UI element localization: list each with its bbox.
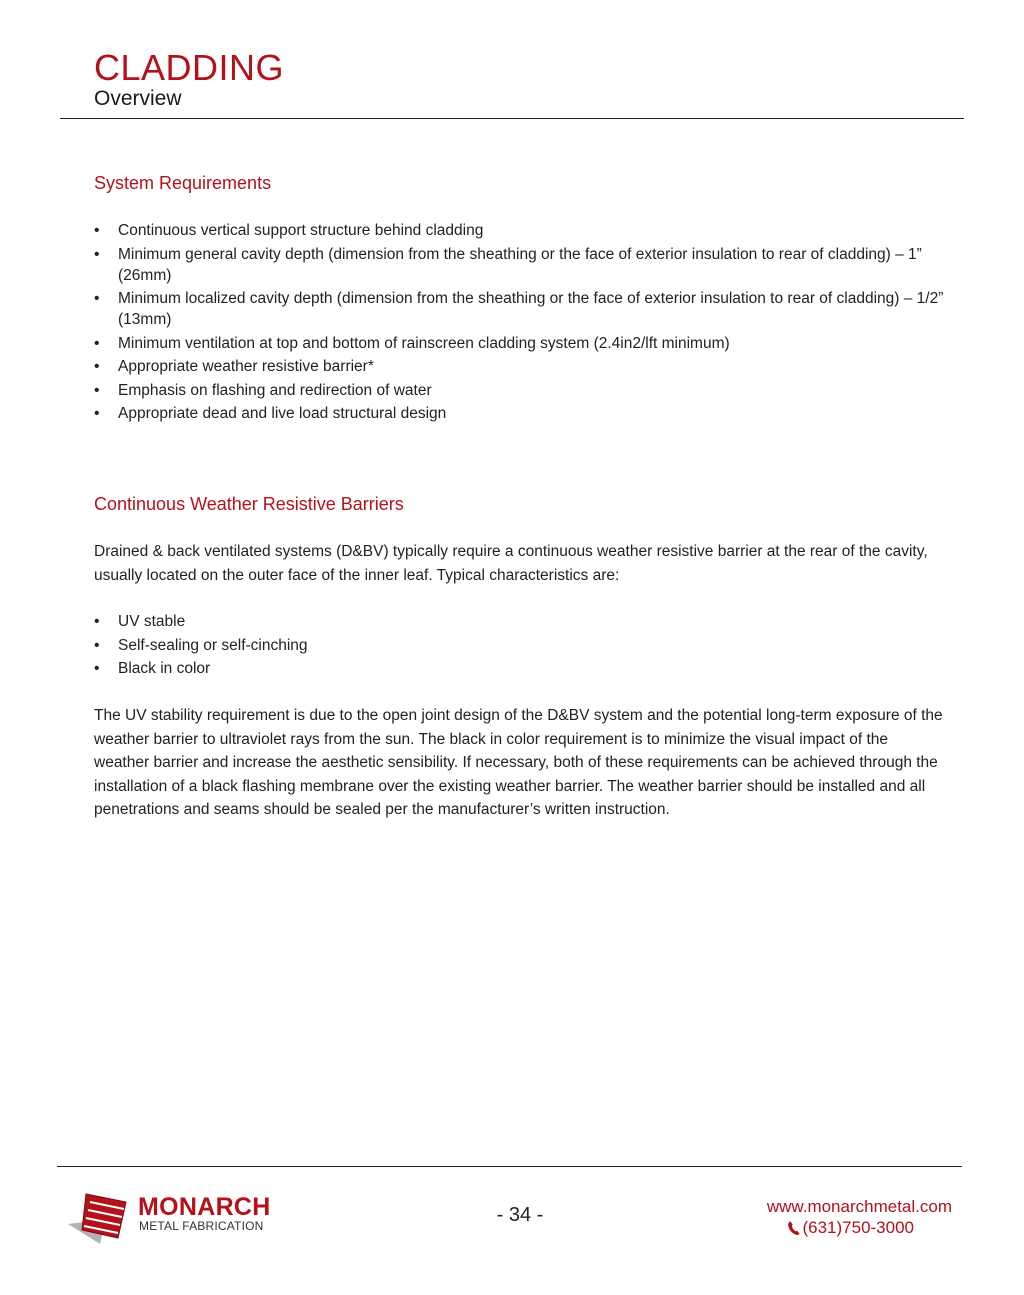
weather-barriers-body: The UV stability requirement is due to the open joint design of the D&BV system and the potential long-term exposure of the weather barrier to ultraviolet rays from the sun. The black in color requirement is to minimize the visual impact of the weather barrier and increase the aesthetic sensibility. If necessary, both of these requirements can be achieved through the installation of a black flashing membrane over the existing weather barrier. The weather barrier should be installed and all penetrations and seams should be sealed per the manufacturer’s written instruction. bbox=[94, 707, 943, 818]
system-requirements-list bbox=[94, 220, 944, 427]
bullet-icon: • bbox=[94, 334, 100, 352]
phone-icon bbox=[787, 1220, 801, 1236]
list-item-text: Self-sealing or self-cinching bbox=[118, 636, 308, 654]
bullet-icon: • bbox=[94, 636, 100, 654]
list-item bbox=[94, 403, 944, 424]
list-item bbox=[94, 288, 944, 330]
list-item bbox=[94, 220, 944, 241]
website-link[interactable]: www.monarchmetal.com bbox=[766, 1197, 952, 1216]
list-item bbox=[94, 658, 944, 679]
system-requirements-heading: System Requirements bbox=[94, 173, 272, 193]
bullet-icon: • bbox=[94, 358, 100, 375]
page-number: - 34 - bbox=[496, 1204, 544, 1226]
weather-barriers-intro: Drained & back ventilated systems (D&BV) typically require a continuous weather resistive barrier at the rear of the cavity, usually located on the outer face of the inner leaf. Typical characteristics are: bbox=[94, 543, 928, 584]
page-title: CLADDING bbox=[94, 47, 285, 88]
list-item bbox=[94, 244, 944, 286]
weather-barriers-heading: Continuous Weather Resistive Barriers bbox=[94, 494, 404, 514]
list-item bbox=[94, 611, 944, 632]
weather-barriers-list bbox=[94, 611, 944, 682]
list-item bbox=[94, 333, 944, 354]
logo-tagline: METAL FABRICATION bbox=[139, 1219, 264, 1233]
phone-number: (631)750-3000 bbox=[802, 1218, 914, 1237]
phone-contact[interactable] bbox=[787, 1217, 914, 1239]
bullet-icon: • bbox=[94, 245, 100, 263]
list-item-text: Minimum localized cavity depth (dimension from the sheathing or the face of exterior insulation to rear of cladding) – 1/2” (13mm) bbox=[118, 290, 944, 328]
list-item bbox=[94, 380, 944, 401]
bullet-icon: • bbox=[94, 381, 100, 399]
list-item-text: Black in color bbox=[118, 660, 211, 677]
logo-wordmark: MONARCH bbox=[138, 1193, 271, 1221]
list-item bbox=[94, 356, 944, 377]
footer-divider bbox=[57, 1166, 962, 1167]
list-item-text: Appropriate weather resistive barrier* bbox=[118, 358, 374, 375]
header-divider bbox=[60, 118, 964, 119]
page-subtitle: Overview bbox=[94, 87, 182, 110]
bullet-icon: • bbox=[94, 613, 100, 630]
list-item-text: Appropriate dead and live load structural design bbox=[118, 405, 447, 422]
list-item-text: Emphasis on flashing and redirection of water bbox=[118, 381, 432, 399]
list-item-text: Continuous vertical support structure behind cladding bbox=[118, 222, 484, 239]
company-logo bbox=[66, 1188, 286, 1248]
bullet-icon: • bbox=[94, 222, 100, 239]
list-item-text: UV stable bbox=[118, 613, 186, 630]
list-item-text: Minimum ventilation at top and bottom of rainscreen cladding system (2.4in2/lft minimum) bbox=[118, 334, 730, 352]
list-item-text: Minimum general cavity depth (dimension from the sheathing or the face of exterior insulation to rear of cladding) – 1” (26mm) bbox=[118, 245, 922, 284]
bullet-icon: • bbox=[94, 660, 100, 677]
monarch-logo-icon bbox=[66, 1188, 138, 1248]
bullet-icon: • bbox=[94, 290, 100, 307]
bullet-icon: • bbox=[94, 405, 100, 422]
list-item bbox=[94, 635, 944, 656]
